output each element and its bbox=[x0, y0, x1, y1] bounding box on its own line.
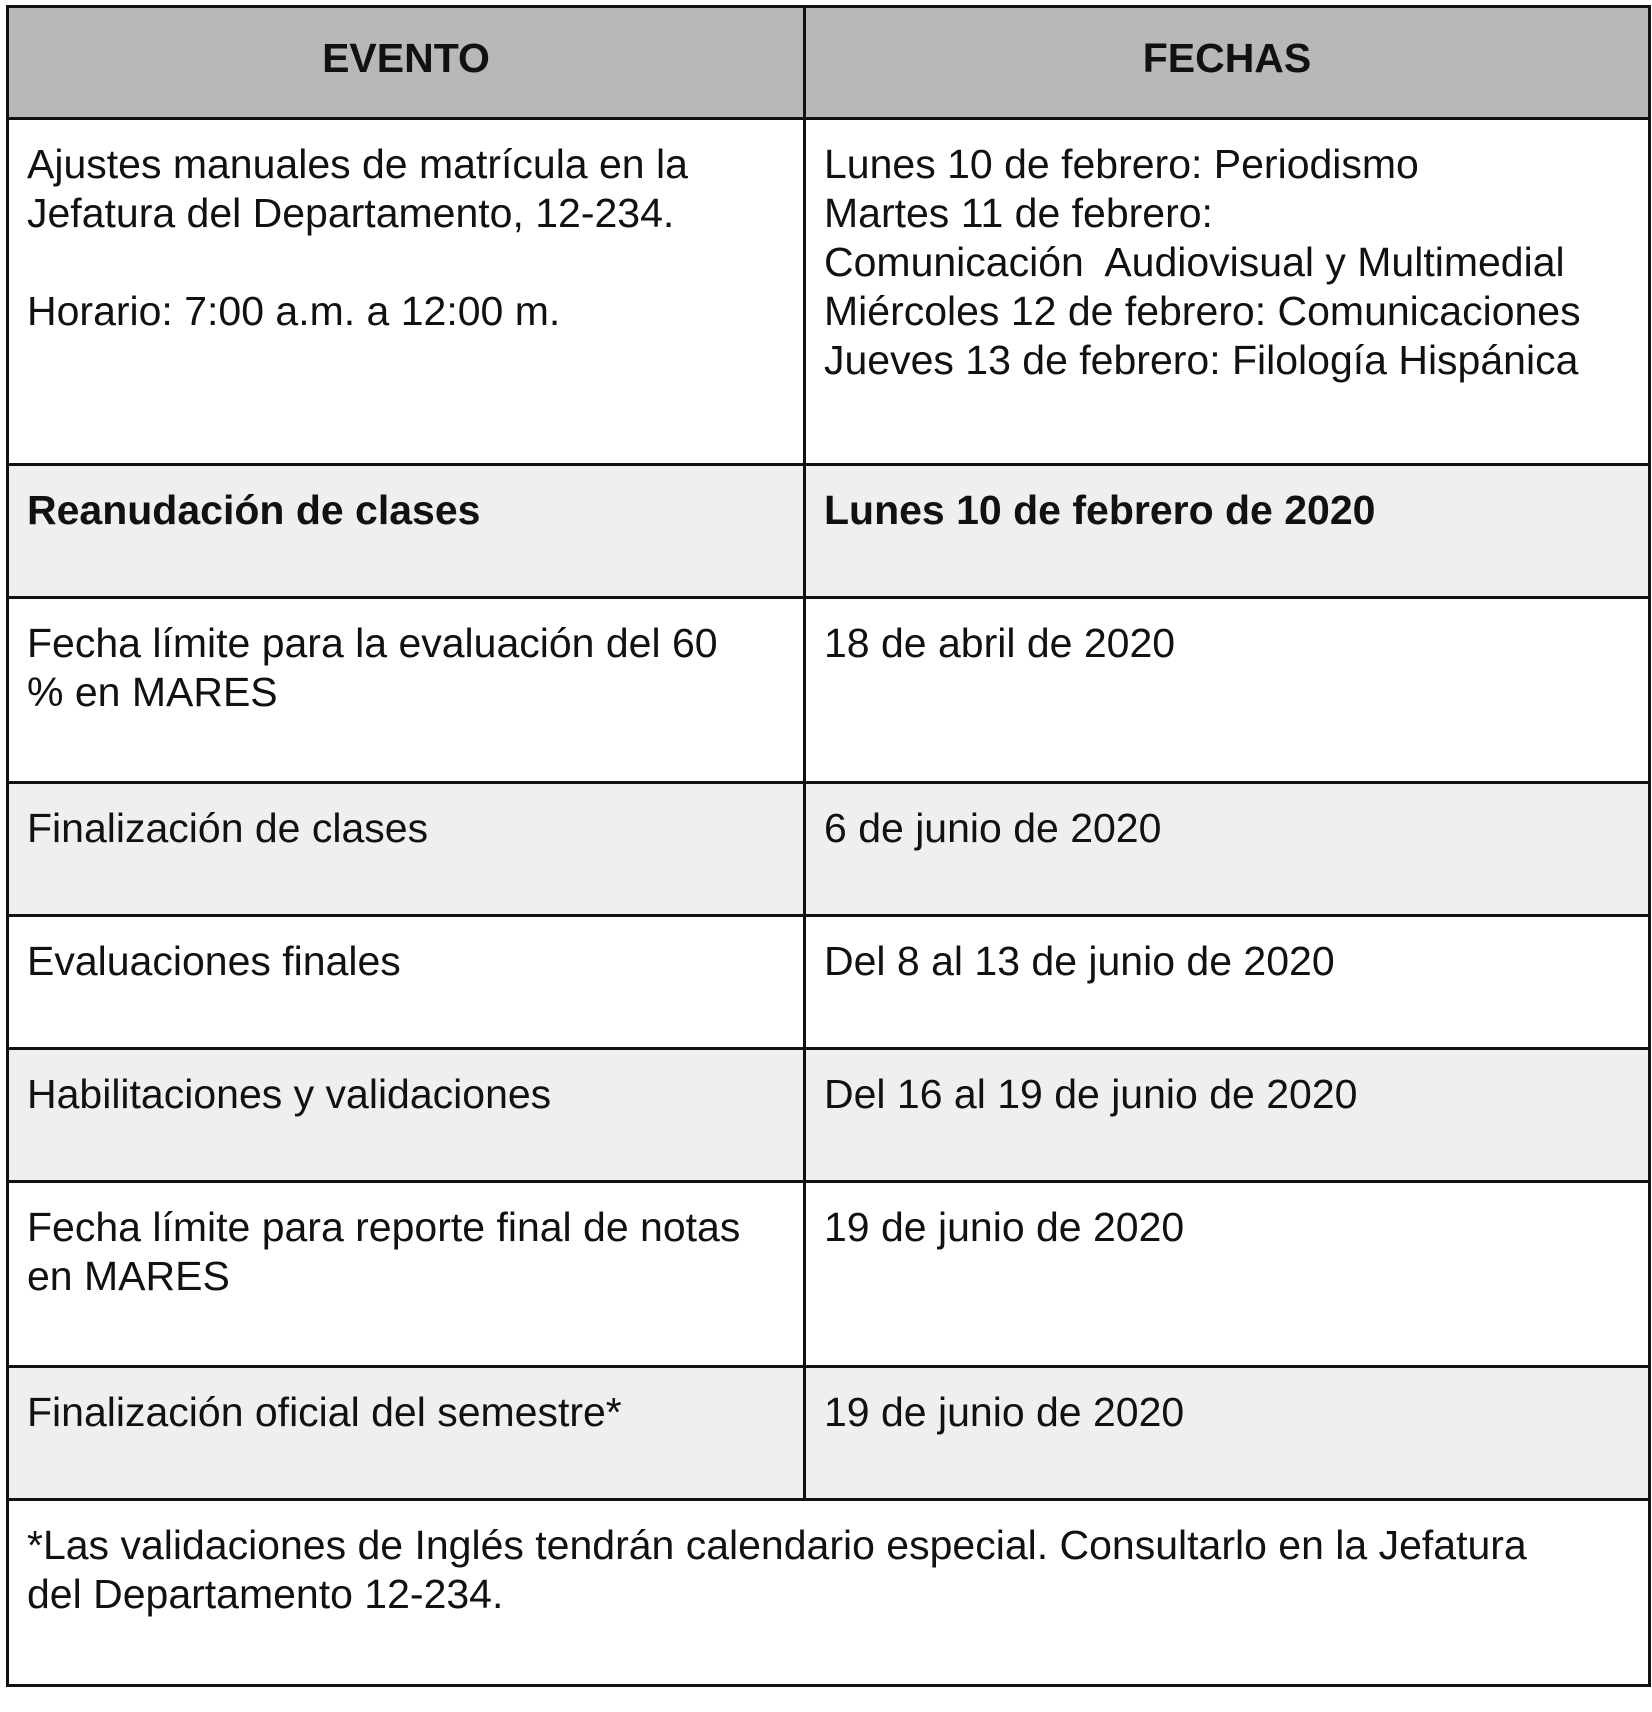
table-row bbox=[8, 916, 1650, 1049]
table-row bbox=[8, 1049, 1650, 1182]
evento-cell: Finalización oficial del semestre* bbox=[8, 1367, 805, 1500]
fechas-cell: 6 de junio de 2020 bbox=[805, 783, 1650, 916]
horario-text: Horario: 7:00 a.m. a 12:00 m. bbox=[27, 288, 561, 334]
line-gap bbox=[27, 238, 785, 287]
fechas-cell: 19 de junio de 2020 bbox=[805, 1367, 1650, 1500]
footnote-row bbox=[8, 1500, 1650, 1686]
fechas-cell: Lunes 10 de febrero de 2020 bbox=[805, 465, 1650, 598]
evento-cell bbox=[8, 119, 805, 465]
table-row bbox=[8, 598, 1650, 783]
academic-calendar-table bbox=[6, 5, 1651, 1687]
table-row bbox=[8, 783, 1650, 916]
fecha-line: Jueves 13 de febrero: Filología Hispánica bbox=[824, 337, 1579, 383]
table-row bbox=[8, 465, 1650, 598]
evento-line: Fecha límite para reporte final de notas bbox=[27, 1204, 741, 1250]
evento-cell: Habilitaciones y validaciones bbox=[8, 1049, 805, 1182]
evento-line: Fecha límite para la evaluación del 60 bbox=[27, 620, 718, 666]
fechas-cell: Del 8 al 13 de junio de 2020 bbox=[805, 916, 1650, 1049]
fecha-line: Comunicación Audiovisual y Multimedial bbox=[824, 239, 1565, 285]
evento-line: % en MARES bbox=[27, 669, 278, 715]
fechas-cell: Del 16 al 19 de junio de 2020 bbox=[805, 1049, 1650, 1182]
footnote-line: del Departamento 12-234. bbox=[27, 1571, 504, 1617]
fecha-line: Lunes 10 de febrero: Periodismo bbox=[824, 141, 1419, 187]
fecha-line: Martes 11 de febrero: bbox=[824, 190, 1213, 236]
evento-cell bbox=[8, 598, 805, 783]
table-row bbox=[8, 1367, 1650, 1500]
evento-line: Jefatura del Departamento, 12-234. bbox=[27, 190, 675, 236]
header-evento: EVENTO bbox=[8, 7, 805, 119]
table-row bbox=[8, 1182, 1650, 1367]
evento-cell: Reanudación de clases bbox=[8, 465, 805, 598]
fechas-cell: 18 de abril de 2020 bbox=[805, 598, 1650, 783]
footnote-line: *Las validaciones de Inglés tendrán calendario especial. Consultarlo en la Jefatura bbox=[27, 1522, 1527, 1568]
table-header-row bbox=[8, 7, 1650, 119]
fecha-line: Miércoles 12 de febrero: Comunicaciones bbox=[824, 288, 1581, 334]
evento-cell bbox=[8, 1182, 805, 1367]
fechas-cell bbox=[805, 119, 1650, 465]
table-row bbox=[8, 119, 1650, 465]
footnote-cell bbox=[8, 1500, 1650, 1686]
evento-cell: Evaluaciones finales bbox=[8, 916, 805, 1049]
evento-line: en MARES bbox=[27, 1253, 230, 1299]
evento-cell: Finalización de clases bbox=[8, 783, 805, 916]
evento-line: Ajustes manuales de matrícula en la bbox=[27, 141, 688, 187]
fechas-cell: 19 de junio de 2020 bbox=[805, 1182, 1650, 1367]
header-fechas: FECHAS bbox=[805, 7, 1650, 119]
